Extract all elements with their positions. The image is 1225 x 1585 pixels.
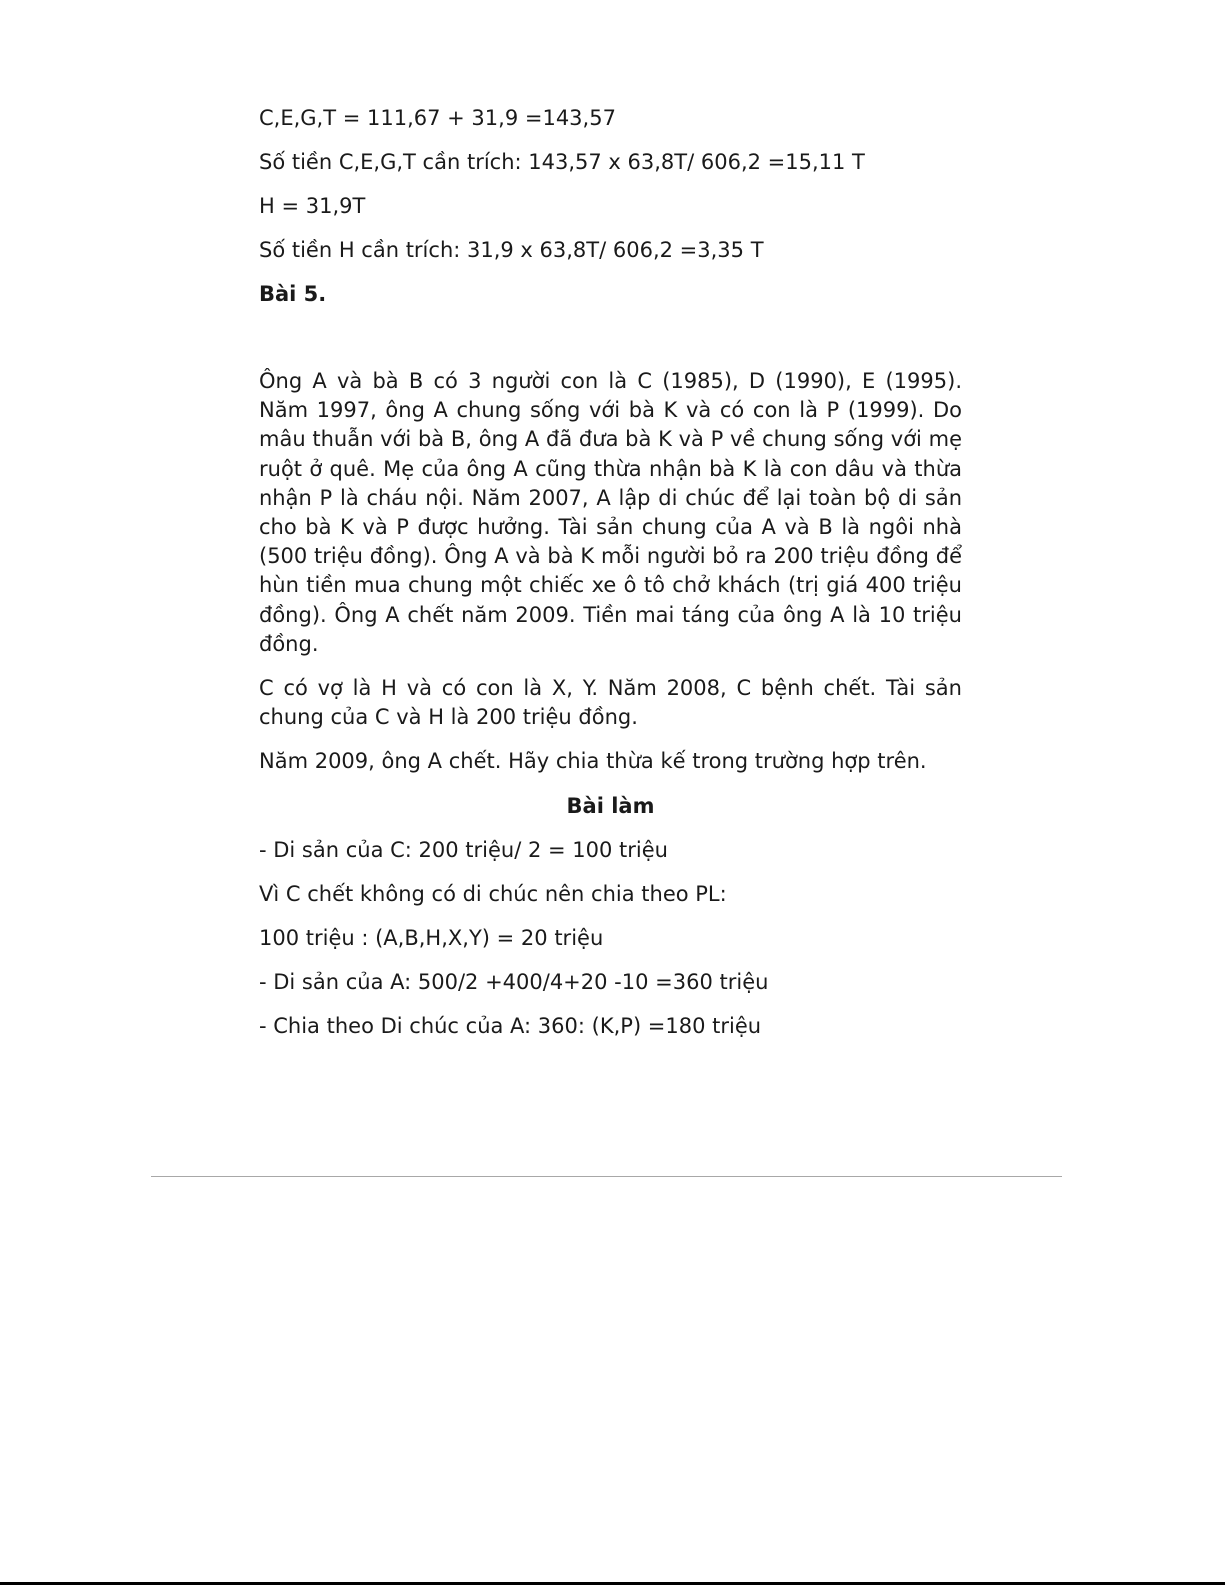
- calc-line: C,E,G,T = 111,67 + 31,9 =143,57: [259, 106, 616, 130]
- calc-line: Số tiền H cần trích: 31,9 x 63,8T/ 606,2 =3,35 T: [259, 238, 764, 262]
- exercise-heading: Bài 5.: [259, 282, 327, 306]
- solution-line: 100 triệu : (A,B,H,X,Y) = 20 triệu: [259, 925, 604, 950]
- solution-line: Vì C chết không có di chúc nên chia theo PL:: [259, 881, 727, 906]
- problem-paragraph: Năm 2009, ông A chết. Hãy chia thừa kế trong trường hợp trên.: [259, 749, 927, 774]
- solution-line: - Chia theo Di chúc của A: 360: (K,P) =180 triệu: [259, 1013, 762, 1038]
- solution-title: Bài làm: [566, 793, 655, 818]
- page-divider: [151, 1176, 1062, 1177]
- calc-line: H = 31,9T: [259, 194, 366, 218]
- solution-line: - Di sản của A: 500/2 +400/4+20 -10 =360 triệu: [259, 969, 769, 994]
- problem-paragraph: Ông A và bà B có 3 người con là C (1985), D (1990), E (1995). Năm 1997, ông A chung sống với bà K và có con là P (1999). Do mâu thuẫn với bà B, ông A đã đưa bà K và P về chung sống với mẹ ruột ở quê. Mẹ của ông A cũng thừa nhận bà K là con dâu và thừa nhận P là cháu nội. Năm 2007, A lập di chúc để lại toàn bộ di sản cho bà K và P được hưởng. Tài sản chung của A và B là ngôi nhà (500 triệu đồng). Ông A và bà K mỗi người bỏ ra 200 triệu đồng để hùn tiền mua chung một chiếc xe ô tô chở khách (trị giá 400 triệu đồng). Ông A chết năm 2009. Tiền mai táng của ông A là 10 triệu đồng.: [259, 369, 962, 656]
- problem-paragraph: C có vợ là H và có con là X, Y. Năm 2008, C bệnh chết. Tài sản chung của C và H là 200 triệu đồng.: [259, 676, 962, 730]
- calc-line: Số tiền C,E,G,T cần trích: 143,57 x 63,8T/ 606,2 =15,11 T: [259, 150, 865, 174]
- document-body: [259, 104, 962, 1056]
- spacer: [259, 324, 962, 367]
- solution-line: - Di sản của C: 200 triệu/ 2 = 100 triệu: [259, 837, 668, 862]
